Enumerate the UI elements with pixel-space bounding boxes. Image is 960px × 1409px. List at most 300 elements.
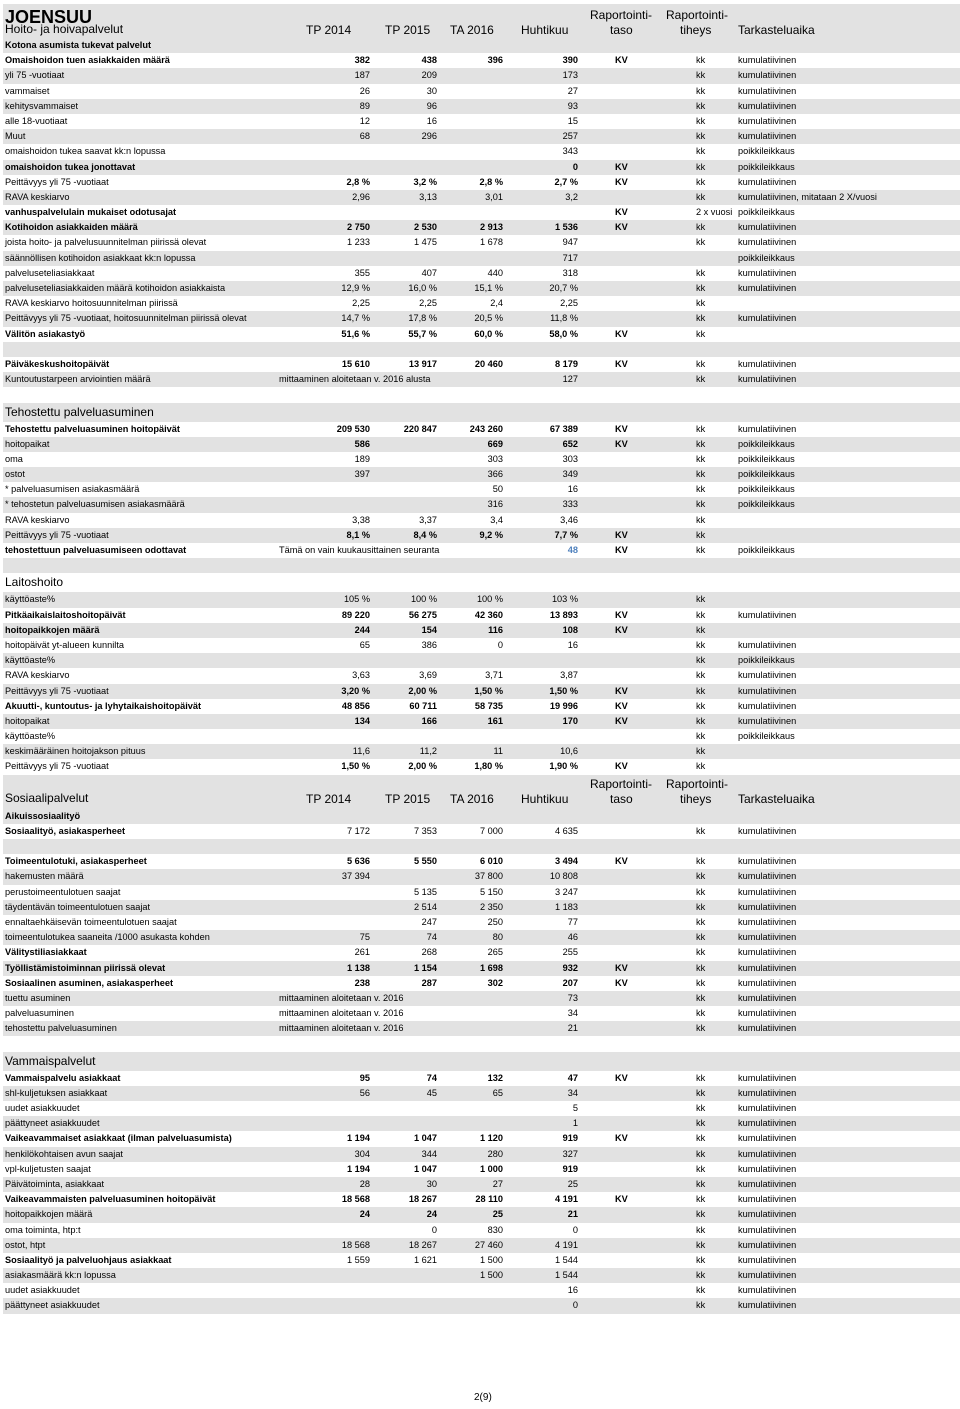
cell-ta2016: 243 260 [469, 423, 503, 434]
table-section-2 [3, 809, 960, 1314]
cell-label: Sosiaalinen asuminen, asiakasperheet [5, 977, 174, 988]
cell-taso: KV [615, 207, 628, 218]
cell-tarkasteluaika: kumulatiivinen [738, 374, 797, 385]
cell-huhtikuu: 16 [567, 484, 578, 495]
cell-tp2014: mittaaminen aloitetaan v. 2016 [279, 1023, 404, 1034]
cell-label: Omaishoidon tuen asiakkaiden määrä [5, 55, 170, 66]
cell-label: Peittävyys yli 75 -vuotiaat [5, 761, 109, 772]
cell-label: säännöllisen kotihoidon asiakkaat kk:n lopussa [5, 252, 196, 263]
cell-huhtikuu: 4 191 [555, 1239, 578, 1250]
table-row [3, 296, 960, 311]
cell-label: Työllistämistoiminnan piirissä olevat [5, 962, 166, 973]
cell-huhtikuu: 1 183 [555, 901, 578, 912]
table-row [3, 99, 960, 114]
cell-ta2016: 830 [487, 1224, 503, 1235]
cell-huhtikuu: 0 [572, 161, 578, 172]
cell-tp2015: 8,4 % [413, 529, 437, 540]
cell-ta2016: 3,01 [485, 191, 503, 202]
cell-tp2015: 24 [426, 1209, 437, 1220]
cell-tp2014: 382 [354, 55, 370, 66]
cell-tarkasteluaika: kumulatiivinen [738, 992, 797, 1003]
cell-taso: KV [615, 700, 628, 711]
cell-tp2014: 2,25 [352, 298, 370, 309]
table-row [3, 1006, 960, 1021]
col2-raportointi-tiheys-2: tiheys [680, 791, 712, 806]
table-row [3, 1192, 960, 1207]
cell-label: ostot, htpt [5, 1239, 46, 1250]
cell-tp2014: mittaaminen aloitetaan v. 2016 alusta [279, 374, 431, 385]
cell-huhtikuu: 8 179 [555, 358, 578, 369]
cell-label: Peittävyys yli 75 -vuotiaat, hoitosuunnitelman piirissä olevat [5, 313, 247, 324]
cell-huhtikuu: 255 [562, 947, 578, 958]
cell-tp2015: 1 475 [414, 237, 437, 248]
cell-tarkasteluaika: kumulatiivinen [738, 267, 797, 278]
cell-tp2014: 1 194 [347, 1133, 370, 1144]
cell-label: hoitopaikat [5, 438, 50, 449]
cell-label: omaishoidon tukea saavat kk:n lopussa [5, 146, 166, 157]
cell-tarkasteluaika: kumulatiivinen [738, 856, 797, 867]
cell-tiheys: kk [696, 685, 706, 696]
cell-tiheys: kk [696, 146, 706, 157]
cell-tiheys: kk [696, 313, 706, 324]
cell-label: ostot [5, 469, 25, 480]
cell-label: keskimääräinen hoitojakson pituus [5, 746, 146, 757]
cell-tiheys: kk [696, 514, 706, 525]
table-row [3, 281, 960, 296]
cell-tp2015: 407 [421, 267, 437, 278]
cell-label: hakemusten määrä [5, 871, 84, 882]
cell-tarkasteluaika: kumulatiivinen [738, 1285, 797, 1296]
cell-tp2015: 268 [421, 947, 437, 958]
cell-ta2016: 265 [487, 947, 503, 958]
cell-taso: KV [615, 685, 628, 696]
cell-tp2014: 244 [354, 624, 370, 635]
cell-tp2014: 1 194 [347, 1163, 370, 1174]
cell-huhtikuu: 717 [562, 252, 578, 263]
cell-tp2014: 105 % [343, 594, 370, 605]
cell-label: oma toiminta, htp:t [5, 1224, 81, 1235]
cell-tp2015: 13 917 [408, 358, 437, 369]
cell-tiheys: kk [696, 715, 706, 726]
cell-tiheys: kk [696, 901, 706, 912]
cell-ta2016: 1,50 % [474, 685, 503, 696]
cell-tp2014: 24 [359, 1209, 370, 1220]
cell-tp2014: 12,9 % [341, 283, 370, 293]
table-row [3, 129, 960, 144]
table-row [3, 220, 960, 235]
cell-tarkasteluaika: kumulatiivinen [738, 1087, 797, 1098]
cell-tarkasteluaika: kumulatiivinen [738, 1023, 797, 1034]
cell-huhtikuu: 67 389 [549, 423, 578, 434]
cell-tp2014: 75 [359, 932, 370, 943]
cell-label: Peittävyys yli 75 -vuotiaat [5, 529, 109, 540]
cell-ta2016: 1 698 [480, 962, 503, 973]
cell-label: palveluasuminen [5, 1008, 74, 1019]
cell-ta2016: 7 000 [480, 825, 503, 836]
cell-tp2015: 166 [421, 715, 437, 726]
cell-tarkasteluaika: kumulatiivinen [738, 886, 797, 897]
cell-ta2016: 1,80 % [474, 761, 503, 772]
cell-tp2014: 187 [354, 70, 370, 81]
cell-tiheys: 2 x vuosi [696, 207, 733, 218]
cell-tp2014: 89 220 [341, 609, 370, 620]
cell-tp2015: 11,2 [419, 746, 437, 757]
cell-ta2016: 37 800 [474, 871, 503, 882]
table-row [3, 729, 960, 744]
col-raportointi-taso-2: taso [610, 23, 633, 37]
cell-tp2015: 60 711 [409, 700, 437, 711]
table-row [3, 513, 960, 528]
cell-label: joista hoito- ja palvelusuunnitelman piirissä olevat [5, 237, 207, 248]
cell-huhtikuu: 1 [572, 1118, 578, 1129]
table-row [3, 437, 960, 452]
cell-taso: KV [615, 161, 628, 172]
cell-tiheys: kk [696, 222, 706, 233]
empty-row [3, 558, 960, 573]
cell-tp2015: 0 [431, 1224, 437, 1235]
cell-ta2016: 11 [493, 746, 503, 757]
cell-huhtikuu: 1,50 % [549, 685, 578, 696]
cell-huhtikuu: 21 [567, 1209, 578, 1220]
cell-tiheys: kk [696, 298, 706, 309]
cell-tiheys: kk [696, 700, 706, 711]
cell-huhtikuu: 170 [562, 715, 578, 726]
cell-tp2014: 304 [354, 1148, 370, 1159]
cell-huhtikuu: 108 [562, 624, 578, 635]
cell-tp2014: 56 [359, 1087, 370, 1098]
cell-label: palveluseteliasiakkaat [5, 267, 95, 278]
table-row [3, 357, 960, 372]
cell-huhtikuu: 207 [562, 977, 578, 988]
cell-label: Akuutti-, kuntoutus- ja lyhytaikaishoitopäivät [5, 700, 202, 711]
cell-label: toimeentulotukea saaneita /1000 asukasta kohden [5, 932, 210, 943]
cell-label: RAVA keskiarvo [5, 670, 70, 681]
cell-huhtikuu: 1 536 [555, 222, 578, 233]
cell-huhtikuu: 47 [567, 1072, 578, 1083]
cell-ta2016: 116 [488, 624, 503, 635]
cell-tp2015: 18 267 [408, 1239, 437, 1250]
cell-tp2015: 18 267 [408, 1194, 437, 1205]
cell-ta2016: 1 120 [480, 1133, 503, 1144]
cell-ta2016: 58 735 [474, 700, 503, 711]
cell-tarkasteluaika: kumulatiivinen [738, 1103, 797, 1113]
table-row [3, 372, 960, 387]
cell-tiheys: kk [696, 1087, 706, 1098]
cell-tarkasteluaika: kumulatiivinen [738, 685, 797, 696]
cell-ta2016: 161 [487, 715, 503, 726]
city-title: JOENSUU [5, 7, 93, 27]
cell-ta2016: 80 [492, 932, 503, 943]
cell-tp2015: 3,2 % [413, 176, 437, 187]
cell-tp2014: 3,38 [352, 514, 370, 525]
cell-label: Vaikeavammaiset asiakkaat (ilman palveluasumista) [5, 1133, 232, 1144]
cell-tiheys: kk [696, 1163, 706, 1174]
cell-tarkasteluaika: kumulatiivinen [738, 1270, 797, 1281]
cell-label: Vammaispalvelu asiakkaat [5, 1072, 121, 1083]
cell-tp2015: 3,37 [419, 514, 437, 525]
col-huhtikuu: Huhtikuu [521, 23, 569, 37]
cell-tp2014: 3,20 % [341, 685, 370, 696]
cell-label: Kuntoutustarpeen arviointien määrä [5, 374, 151, 385]
header-joensuu [3, 4, 960, 38]
table-row [3, 824, 960, 839]
cell-ta2016: 15,1 % [474, 283, 503, 293]
cell-label: RAVA keskiarvo [5, 514, 70, 525]
table-row [3, 991, 960, 1006]
cell-tp2015: 287 [421, 977, 437, 988]
cell-taso: KV [615, 358, 628, 369]
cell-tiheys: kk [696, 438, 706, 449]
cell-tp2014: 8,1 % [346, 529, 370, 540]
cell-tp2014: 15 610 [341, 358, 370, 369]
cell-huhtikuu: 15 [567, 115, 578, 126]
cell-ta2016: 100 % [476, 594, 503, 605]
cell-ta2016: 2,8 % [479, 176, 503, 187]
cell-ta2016: 42 360 [474, 609, 503, 620]
cell-tp2015: 17,8 % [408, 313, 437, 324]
cell-tiheys: kk [696, 1254, 706, 1265]
cell-label: henkilökohtaisen avun saajat [5, 1148, 123, 1159]
section-title-2: Sosiaalipalvelut [5, 790, 89, 805]
cell-tiheys: kk [696, 529, 706, 540]
cell-label: uudet asiakkuudet [5, 1285, 80, 1296]
cell-huhtikuu: 0 [572, 1300, 578, 1311]
cell-tp2015: 344 [421, 1148, 437, 1159]
cell-tarkasteluaika: kumulatiivinen [738, 1118, 797, 1129]
cell-tp2015: 1 154 [414, 962, 437, 973]
cell-tarkasteluaika: kumulatiivinen [738, 1209, 797, 1220]
cell-taso: KV [615, 529, 628, 540]
cell-ta2016: 25 [492, 1209, 503, 1220]
cell-tiheys: kk [696, 423, 706, 434]
cell-tiheys: kk [696, 469, 706, 480]
table-row [3, 1177, 960, 1192]
cell-huhtikuu: 10 808 [549, 871, 578, 882]
col-raportointi-tiheys-2: tiheys [680, 23, 712, 37]
table-row [3, 1298, 960, 1313]
cell-tiheys: kk [696, 283, 706, 293]
cell-tiheys: kk [696, 1239, 706, 1250]
cell-label: Peittävyys yli 75 -vuotiaat [5, 685, 109, 696]
cell-ta2016: 303 [487, 453, 503, 464]
page-number: 2(9) [474, 1392, 492, 1403]
cell-huhtikuu: 333 [562, 499, 578, 510]
cell-huhtikuu: 73 [567, 992, 578, 1003]
cell-ta2016: 0 [497, 639, 503, 650]
col-tp2015: TP 2015 [385, 23, 431, 37]
cell-tp2014: 68 [359, 131, 370, 142]
cell-huhtikuu: 34 [567, 1087, 578, 1098]
cell-tarkasteluaika: kumulatiivinen [738, 1008, 797, 1019]
cell-tarkasteluaika: poikkileikkaus [738, 499, 795, 510]
cell-taso: KV [615, 545, 628, 555]
col2-huhtikuu: Huhtikuu [521, 791, 569, 806]
cell-label: hoitopäivät yt-alueen kunnilta [5, 639, 125, 650]
cell-taso: KV [615, 55, 628, 66]
cell-tarkasteluaika: poikkileikkaus [738, 731, 795, 742]
cell-ta2016: 5 150 [480, 886, 503, 897]
cell-tp2015: 2,00 % [408, 685, 437, 696]
cell-tarkasteluaika: kumulatiivinen [738, 977, 797, 988]
group-label: Tehostettu palveluasuminen [5, 404, 154, 419]
cell-tp2015: 74 [426, 1072, 437, 1083]
cell-tiheys: kk [696, 55, 706, 66]
cell-tiheys: kk [696, 85, 706, 96]
cell-label: hoitopaikkojen määrä [5, 1209, 93, 1220]
cell-tarkasteluaika: kumulatiivinen [738, 85, 797, 96]
table-row [3, 714, 960, 729]
table-row [3, 653, 960, 668]
cell-tarkasteluaika: kumulatiivinen [738, 1148, 797, 1159]
cell-label: kehitysvammaiset [5, 100, 79, 111]
cell-huhtikuu: 93 [567, 100, 578, 111]
cell-tiheys: kk [696, 499, 706, 510]
cell-huhtikuu: 919 [562, 1163, 578, 1174]
cell-tarkasteluaika: kumulatiivinen [738, 423, 797, 434]
table-row [3, 175, 960, 190]
col2-ta2016: TA 2016 [450, 791, 494, 806]
cell-tp2015: 209 [421, 70, 437, 81]
cell-tarkasteluaika: kumulatiivinen [738, 871, 797, 882]
cell-taso: KV [615, 624, 628, 635]
cell-huhtikuu: 343 [562, 146, 578, 157]
cell-tarkasteluaika: poikkileikkaus [738, 146, 795, 157]
cell-huhtikuu: 1,90 % [549, 761, 578, 772]
cell-tarkasteluaika: kumulatiivinen [738, 901, 797, 912]
cell-tp2014: 5 636 [347, 856, 370, 867]
cell-tarkasteluaika: poikkileikkaus [738, 469, 795, 480]
cell-huhtikuu: 2,7 % [554, 176, 578, 187]
cell-huhtikuu: 0 [572, 1224, 578, 1235]
cell-ta2016: 27 [492, 1178, 503, 1189]
cell-tp2015: 5 550 [414, 856, 437, 867]
col-ta2016: TA 2016 [450, 23, 494, 37]
cell-tp2014: 238 [354, 977, 370, 988]
cell-taso: KV [615, 328, 628, 339]
cell-label: * tehostetun palveluasumisen asiakasmäärä [5, 499, 185, 510]
cell-tiheys: kk [696, 1270, 706, 1281]
cell-label: omaishoidon tukea jonottavat [5, 161, 136, 172]
table-row [3, 1071, 960, 1086]
cell-ta2016: 60,0 % [474, 328, 503, 339]
cell-huhtikuu: 3,2 [565, 191, 578, 202]
cell-tiheys: kk [696, 358, 706, 369]
group-title [3, 573, 960, 592]
cell-tarkasteluaika: kumulatiivinen [738, 1224, 797, 1235]
cell-tiheys: kk [696, 545, 706, 555]
cell-label: yli 75 -vuotiaat [5, 70, 65, 81]
table-row [3, 976, 960, 991]
cell-tp2014: 355 [354, 267, 370, 278]
cell-tarkasteluaika: kumulatiivinen [738, 283, 797, 293]
col2-tarkasteluaika: Tarkasteluaika [738, 791, 815, 806]
cell-tp2014: 14,7 % [341, 313, 370, 324]
cell-huhtikuu: 3,87 [560, 670, 578, 681]
cell-label: Vaikeavammaisten palveluasuminen hoitopäivät [5, 1194, 216, 1205]
table-row [3, 1162, 960, 1177]
cell-tarkasteluaika: kumulatiivinen [738, 1239, 797, 1250]
cell-tp2014: 95 [359, 1072, 370, 1083]
cell-tarkasteluaika: kumulatiivinen [738, 1072, 797, 1083]
cell-tarkasteluaika: poikkileikkaus [738, 453, 795, 464]
cell-ta2016: 28 110 [475, 1194, 503, 1205]
cell-tp2015: 3,13 [419, 191, 437, 202]
table-row [3, 900, 960, 915]
subsection-label: Kotona asumista tukevat palvelut [5, 40, 152, 50]
cell-label: Toimeentulotuki, asiakasperheet [5, 856, 147, 867]
cell-huhtikuu: 173 [562, 70, 578, 81]
cell-tp2015: 30 [426, 1178, 437, 1189]
cell-huhtikuu: 21 [567, 1023, 578, 1034]
cell-tiheys: kk [696, 1224, 706, 1235]
cell-tarkasteluaika: kumulatiivinen [738, 358, 797, 369]
cell-huhtikuu: 390 [562, 55, 578, 66]
table-row [3, 1238, 960, 1253]
cell-ta2016: 366 [487, 469, 503, 480]
empty-row [3, 1036, 960, 1051]
cell-tp2015: 96 [426, 100, 437, 111]
cell-tp2014: 586 [354, 438, 370, 449]
cell-tp2015: 154 [421, 624, 437, 635]
table-row [3, 68, 960, 83]
col2-raportointi-taso-2: taso [610, 791, 633, 806]
cell-tiheys: kk [696, 161, 706, 172]
cell-tp2014: 2 750 [347, 222, 370, 233]
cell-ta2016: 65 [492, 1087, 503, 1098]
cell-label: ennaltaehkäisevän toimeentulotuen saajat [5, 916, 177, 927]
cell-tp2015: 438 [421, 55, 437, 66]
cell-huhtikuu: 327 [562, 1148, 578, 1159]
cell-tarkasteluaika: kumulatiivinen [738, 313, 797, 324]
cell-ta2016: 20 460 [474, 358, 503, 369]
cell-label: Sosiaalityö ja palveluohjaus asiakkaat [5, 1254, 172, 1265]
table-row [3, 684, 960, 699]
cell-huhtikuu: 58,0 % [549, 328, 578, 339]
cell-tp2014: 51,6 % [341, 328, 370, 339]
cell-ta2016: 669 [487, 438, 503, 449]
col2-tp2014: TP 2014 [306, 791, 352, 806]
cell-taso: KV [615, 1133, 628, 1144]
cell-huhtikuu: 7,7 % [554, 529, 578, 540]
table-row [3, 1021, 960, 1036]
cell-tp2014: 1 559 [347, 1254, 370, 1265]
cell-tp2015: 30 [426, 85, 437, 96]
cell-ta2016: 27 460 [474, 1239, 503, 1250]
cell-label: Välitystiliasiakkaat [5, 947, 87, 958]
cell-tiheys: kk [696, 191, 706, 202]
cell-tp2014: Tämä on vain kuukausittainen seuranta [279, 545, 440, 555]
cell-tp2014: mittaaminen aloitetaan v. 2016 [279, 992, 404, 1003]
empty-row [3, 342, 960, 357]
cell-tiheys: kk [696, 1008, 706, 1019]
table-row [3, 945, 960, 960]
cell-label: tehostettu palveluasuminen [5, 1023, 117, 1034]
cell-label: hoitopaikat [5, 715, 50, 726]
cell-tarkasteluaika: kumulatiivinen [738, 55, 797, 66]
cell-label: vanhuspalvelulain mukaiset odotusajat [5, 207, 177, 218]
cell-tp2014: mittaaminen aloitetaan v. 2016 [279, 1008, 404, 1019]
empty-row [3, 387, 960, 402]
cell-ta2016: 2,4 [490, 298, 503, 309]
cell-tp2015: 74 [426, 932, 437, 943]
cell-tiheys: kk [696, 746, 706, 757]
cell-label: Peittävyys yli 75 -vuotiaat [5, 176, 109, 187]
cell-ta2016: 316 [487, 499, 503, 510]
cell-tiheys: kk [696, 1133, 706, 1144]
cell-taso: KV [615, 176, 628, 187]
table-row [3, 160, 960, 175]
cell-tp2015: 220 847 [403, 423, 437, 434]
